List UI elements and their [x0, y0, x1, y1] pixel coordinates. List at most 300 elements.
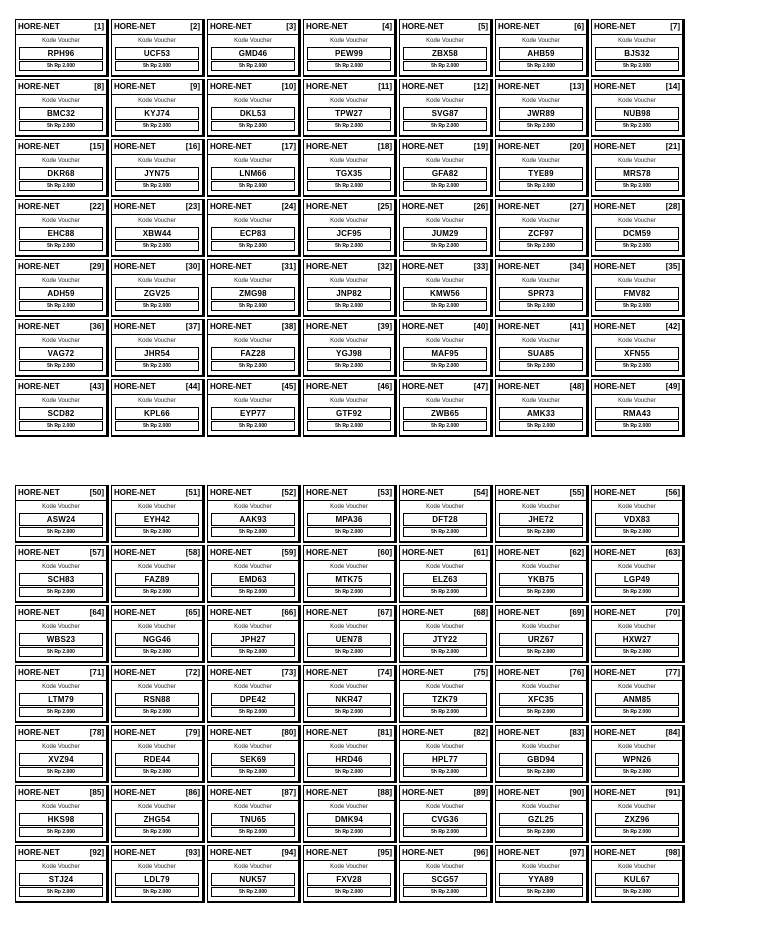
voucher-divider [112, 740, 202, 741]
voucher-price: 5h Rp 2.000 [211, 61, 295, 71]
voucher-number: [59] [281, 548, 296, 557]
voucher-brand: HORE-NET [18, 548, 60, 557]
voucher-code: MPA36 [307, 513, 391, 526]
voucher-code: WPN26 [595, 753, 679, 766]
voucher-header [114, 261, 200, 273]
voucher-brand: HORE-NET [114, 848, 156, 857]
voucher-card [591, 545, 685, 603]
voucher-header [594, 547, 680, 559]
voucher-header [594, 787, 680, 799]
voucher-header [402, 667, 488, 679]
voucher-brand: HORE-NET [498, 488, 540, 497]
voucher-number: [3] [286, 22, 296, 31]
voucher-price: 5h Rp 2.000 [211, 121, 295, 131]
voucher-divider [16, 860, 106, 861]
voucher-divider [16, 94, 106, 95]
voucher-card [591, 605, 685, 663]
voucher-divider [16, 334, 106, 335]
voucher-code: FAZ28 [211, 347, 295, 360]
voucher-divider [112, 394, 202, 395]
voucher-number: [13] [569, 82, 584, 91]
voucher-card [111, 19, 205, 77]
voucher-card [495, 199, 589, 257]
voucher-code-label: Kode Voucher [42, 158, 80, 164]
voucher-number: [57] [89, 548, 104, 557]
voucher-price: 5h Rp 2.000 [499, 587, 583, 597]
voucher-brand: HORE-NET [18, 82, 60, 91]
voucher-number: [56] [665, 488, 680, 497]
voucher-brand: HORE-NET [402, 142, 444, 151]
voucher-brand: HORE-NET [306, 382, 348, 391]
voucher-brand: HORE-NET [498, 322, 540, 331]
voucher-price: 5h Rp 2.000 [595, 707, 679, 717]
voucher-header [114, 547, 200, 559]
voucher-code: VDX83 [595, 513, 679, 526]
voucher-card [15, 319, 109, 377]
voucher-divider [304, 560, 394, 561]
voucher-brand: HORE-NET [402, 488, 444, 497]
voucher-price: 5h Rp 2.000 [211, 241, 295, 251]
voucher-code-label: Kode Voucher [522, 98, 560, 104]
voucher-card [399, 259, 493, 317]
voucher-card [111, 665, 205, 723]
voucher-number: [40] [473, 322, 488, 331]
voucher-price: 5h Rp 2.000 [19, 301, 103, 311]
voucher-number: [92] [89, 848, 104, 857]
voucher-number: [93] [185, 848, 200, 857]
voucher-number: [50] [89, 488, 104, 497]
voucher-number: [47] [473, 382, 488, 391]
voucher-code-label: Kode Voucher [42, 218, 80, 224]
voucher-card [207, 785, 301, 843]
voucher-header [210, 261, 296, 273]
voucher-card [495, 665, 589, 723]
voucher-brand: HORE-NET [306, 548, 348, 557]
voucher-price: 5h Rp 2.000 [403, 61, 487, 71]
voucher-header [210, 321, 296, 333]
voucher-header [18, 381, 104, 393]
voucher-divider [592, 560, 682, 561]
voucher-card [15, 485, 109, 543]
voucher-code-label: Kode Voucher [330, 98, 368, 104]
voucher-price: 5h Rp 2.000 [115, 61, 199, 71]
voucher-code: EMD63 [211, 573, 295, 586]
voucher-price: 5h Rp 2.000 [19, 181, 103, 191]
voucher-header [498, 141, 584, 153]
voucher-card [591, 19, 685, 77]
voucher-number: [96] [473, 848, 488, 857]
voucher-code: TNU65 [211, 813, 295, 826]
voucher-code: SVG87 [403, 107, 487, 120]
voucher-number: [17] [281, 142, 296, 151]
voucher-code: ANM85 [595, 693, 679, 706]
voucher-brand: HORE-NET [210, 668, 252, 677]
voucher-number: [91] [665, 788, 680, 797]
voucher-code: YYA89 [499, 873, 583, 886]
voucher-code-label: Kode Voucher [42, 684, 80, 690]
voucher-code-label: Kode Voucher [522, 744, 560, 750]
voucher-price: 5h Rp 2.000 [403, 301, 487, 311]
voucher-header [402, 547, 488, 559]
voucher-code: CVG36 [403, 813, 487, 826]
voucher-code-label: Kode Voucher [330, 218, 368, 224]
voucher-code: JUM29 [403, 227, 487, 240]
voucher-code-label: Kode Voucher [522, 338, 560, 344]
voucher-number: [51] [185, 488, 200, 497]
voucher-brand: HORE-NET [306, 608, 348, 617]
voucher-code-label: Kode Voucher [234, 278, 272, 284]
voucher-code: HKS98 [19, 813, 103, 826]
voucher-divider [112, 34, 202, 35]
voucher-price: 5h Rp 2.000 [211, 887, 295, 897]
voucher-number: [68] [473, 608, 488, 617]
voucher-brand: HORE-NET [498, 142, 540, 151]
voucher-header [594, 81, 680, 93]
voucher-header [114, 81, 200, 93]
voucher-code: KYJ74 [115, 107, 199, 120]
voucher-divider [208, 214, 298, 215]
voucher-divider [304, 620, 394, 621]
voucher-header [306, 787, 392, 799]
voucher-code: GMD46 [211, 47, 295, 60]
voucher-brand: HORE-NET [306, 488, 348, 497]
voucher-header [18, 727, 104, 739]
voucher-code-label: Kode Voucher [138, 278, 176, 284]
voucher-divider [16, 34, 106, 35]
voucher-card [303, 259, 397, 317]
voucher-price: 5h Rp 2.000 [403, 241, 487, 251]
voucher-brand: HORE-NET [18, 22, 60, 31]
voucher-code-label: Kode Voucher [42, 804, 80, 810]
voucher-card [591, 845, 685, 903]
voucher-divider [496, 274, 586, 275]
voucher-header [594, 261, 680, 273]
voucher-number: [86] [185, 788, 200, 797]
voucher-price: 5h Rp 2.000 [211, 587, 295, 597]
voucher-card [303, 379, 397, 437]
voucher-price: 5h Rp 2.000 [403, 707, 487, 717]
voucher-header [114, 787, 200, 799]
voucher-divider [400, 500, 490, 501]
voucher-price: 5h Rp 2.000 [499, 121, 583, 131]
voucher-number: [62] [569, 548, 584, 557]
voucher-number: [83] [569, 728, 584, 737]
voucher-brand: HORE-NET [306, 322, 348, 331]
voucher-card [207, 665, 301, 723]
voucher-header [114, 847, 200, 859]
voucher-code: FXV28 [307, 873, 391, 886]
voucher-header [18, 667, 104, 679]
voucher-header [498, 547, 584, 559]
voucher-card [399, 199, 493, 257]
voucher-card [303, 79, 397, 137]
voucher-header [210, 201, 296, 213]
voucher-price: 5h Rp 2.000 [595, 887, 679, 897]
voucher-code: GZL25 [499, 813, 583, 826]
voucher-card [303, 605, 397, 663]
voucher-divider [592, 334, 682, 335]
voucher-code: ZWB65 [403, 407, 487, 420]
voucher-code-label: Kode Voucher [618, 398, 656, 404]
voucher-card [591, 665, 685, 723]
voucher-divider [400, 94, 490, 95]
voucher-price: 5h Rp 2.000 [307, 361, 391, 371]
voucher-brand: HORE-NET [594, 142, 636, 151]
voucher-card [111, 605, 205, 663]
voucher-price: 5h Rp 2.000 [403, 767, 487, 777]
voucher-brand: HORE-NET [210, 848, 252, 857]
voucher-code: JNP82 [307, 287, 391, 300]
voucher-number: [28] [665, 202, 680, 211]
voucher-code: UEN78 [307, 633, 391, 646]
voucher-divider [112, 500, 202, 501]
voucher-divider [592, 800, 682, 801]
voucher-code-label: Kode Voucher [426, 158, 464, 164]
voucher-code: HXW27 [595, 633, 679, 646]
voucher-number: [78] [89, 728, 104, 737]
voucher-header [498, 261, 584, 273]
voucher-code: HRD46 [307, 753, 391, 766]
voucher-code: DPE42 [211, 693, 295, 706]
voucher-code-label: Kode Voucher [234, 864, 272, 870]
voucher-header [402, 21, 488, 33]
voucher-price: 5h Rp 2.000 [115, 707, 199, 717]
voucher-number: [1] [94, 22, 104, 31]
voucher-card [399, 845, 493, 903]
voucher-card [399, 545, 493, 603]
voucher-divider [112, 680, 202, 681]
voucher-price: 5h Rp 2.000 [19, 647, 103, 657]
voucher-code-label: Kode Voucher [426, 684, 464, 690]
voucher-card [591, 259, 685, 317]
voucher-code: RMA43 [595, 407, 679, 420]
voucher-brand: HORE-NET [402, 728, 444, 737]
voucher-code: GTF92 [307, 407, 391, 420]
voucher-code-label: Kode Voucher [330, 864, 368, 870]
voucher-code: KPL66 [115, 407, 199, 420]
voucher-price: 5h Rp 2.000 [499, 361, 583, 371]
voucher-brand: HORE-NET [114, 488, 156, 497]
voucher-code-label: Kode Voucher [234, 684, 272, 690]
voucher-header [306, 727, 392, 739]
voucher-number: [2] [190, 22, 200, 31]
voucher-code: ZBX58 [403, 47, 487, 60]
voucher-price: 5h Rp 2.000 [115, 527, 199, 537]
voucher-brand: HORE-NET [210, 488, 252, 497]
voucher-card [111, 845, 205, 903]
voucher-price: 5h Rp 2.000 [595, 767, 679, 777]
voucher-code-label: Kode Voucher [330, 624, 368, 630]
voucher-number: [32] [377, 262, 392, 271]
voucher-card [495, 259, 589, 317]
voucher-divider [112, 334, 202, 335]
voucher-divider [112, 560, 202, 561]
voucher-divider [304, 94, 394, 95]
voucher-brand: HORE-NET [18, 728, 60, 737]
voucher-card [111, 785, 205, 843]
voucher-divider [16, 740, 106, 741]
voucher-card [111, 725, 205, 783]
voucher-card [15, 665, 109, 723]
voucher-divider [400, 274, 490, 275]
voucher-number: [39] [377, 322, 392, 331]
voucher-brand: HORE-NET [594, 82, 636, 91]
voucher-header [18, 487, 104, 499]
voucher-divider [304, 334, 394, 335]
voucher-header [114, 321, 200, 333]
voucher-brand: HORE-NET [18, 608, 60, 617]
voucher-code: ZXZ96 [595, 813, 679, 826]
voucher-card [591, 139, 685, 197]
voucher-card [15, 845, 109, 903]
voucher-price: 5h Rp 2.000 [115, 241, 199, 251]
voucher-number: [79] [185, 728, 200, 737]
voucher-divider [304, 274, 394, 275]
voucher-brand: HORE-NET [498, 82, 540, 91]
voucher-price: 5h Rp 2.000 [307, 827, 391, 837]
voucher-code: GFA82 [403, 167, 487, 180]
voucher-card [15, 139, 109, 197]
voucher-header [402, 381, 488, 393]
voucher-brand: HORE-NET [498, 668, 540, 677]
voucher-number: [43] [89, 382, 104, 391]
voucher-code-label: Kode Voucher [42, 744, 80, 750]
voucher-header [114, 667, 200, 679]
voucher-price: 5h Rp 2.000 [211, 421, 295, 431]
voucher-card [303, 485, 397, 543]
voucher-card [111, 485, 205, 543]
voucher-header [210, 787, 296, 799]
voucher-brand: HORE-NET [18, 488, 60, 497]
voucher-code-label: Kode Voucher [522, 398, 560, 404]
voucher-card [111, 259, 205, 317]
voucher-divider [400, 620, 490, 621]
voucher-number: [89] [473, 788, 488, 797]
voucher-code: ELZ63 [403, 573, 487, 586]
voucher-brand: HORE-NET [594, 322, 636, 331]
voucher-divider [112, 800, 202, 801]
voucher-divider [16, 154, 106, 155]
voucher-divider [208, 94, 298, 95]
voucher-code-label: Kode Voucher [426, 38, 464, 44]
voucher-card [15, 19, 109, 77]
voucher-code: URZ67 [499, 633, 583, 646]
voucher-number: [54] [473, 488, 488, 497]
voucher-header [498, 381, 584, 393]
voucher-number: [15] [89, 142, 104, 151]
voucher-price: 5h Rp 2.000 [115, 181, 199, 191]
voucher-brand: HORE-NET [402, 608, 444, 617]
voucher-code: LDL79 [115, 873, 199, 886]
voucher-code: XBW44 [115, 227, 199, 240]
voucher-number: [46] [377, 382, 392, 391]
voucher-brand: HORE-NET [498, 548, 540, 557]
voucher-header [306, 607, 392, 619]
voucher-card [303, 319, 397, 377]
voucher-divider [208, 394, 298, 395]
voucher-number: [33] [473, 262, 488, 271]
voucher-code-label: Kode Voucher [426, 398, 464, 404]
voucher-code: STJ24 [19, 873, 103, 886]
voucher-price: 5h Rp 2.000 [499, 61, 583, 71]
voucher-code-label: Kode Voucher [234, 98, 272, 104]
voucher-price: 5h Rp 2.000 [211, 827, 295, 837]
voucher-card [303, 139, 397, 197]
voucher-code: NUK57 [211, 873, 295, 886]
voucher-code-label: Kode Voucher [234, 218, 272, 224]
voucher-brand: HORE-NET [498, 382, 540, 391]
voucher-code: KMW56 [403, 287, 487, 300]
voucher-price: 5h Rp 2.000 [115, 767, 199, 777]
voucher-header [210, 81, 296, 93]
voucher-card [207, 139, 301, 197]
voucher-price: 5h Rp 2.000 [19, 527, 103, 537]
voucher-number: [44] [185, 382, 200, 391]
voucher-code-label: Kode Voucher [138, 744, 176, 750]
voucher-divider [592, 680, 682, 681]
voucher-code: XVZ94 [19, 753, 103, 766]
voucher-code-label: Kode Voucher [522, 804, 560, 810]
voucher-header [594, 21, 680, 33]
voucher-number: [27] [569, 202, 584, 211]
voucher-price: 5h Rp 2.000 [499, 421, 583, 431]
voucher-brand: HORE-NET [594, 788, 636, 797]
voucher-code-label: Kode Voucher [618, 158, 656, 164]
voucher-number: [80] [281, 728, 296, 737]
voucher-code-label: Kode Voucher [522, 38, 560, 44]
voucher-card [495, 79, 589, 137]
voucher-code-label: Kode Voucher [618, 38, 656, 44]
voucher-header [306, 847, 392, 859]
voucher-code: SEK69 [211, 753, 295, 766]
voucher-brand: HORE-NET [306, 142, 348, 151]
voucher-brand: HORE-NET [114, 262, 156, 271]
voucher-header [402, 787, 488, 799]
voucher-number: [14] [665, 82, 680, 91]
voucher-brand: HORE-NET [210, 142, 252, 151]
voucher-header [306, 321, 392, 333]
voucher-brand: HORE-NET [306, 728, 348, 737]
voucher-code: ZMG98 [211, 287, 295, 300]
voucher-number: [24] [281, 202, 296, 211]
voucher-card [15, 785, 109, 843]
voucher-code: SCD82 [19, 407, 103, 420]
voucher-brand: HORE-NET [114, 22, 156, 31]
voucher-price: 5h Rp 2.000 [595, 421, 679, 431]
voucher-sheet-2 [15, 485, 687, 905]
voucher-price: 5h Rp 2.000 [403, 887, 487, 897]
voucher-header [306, 547, 392, 559]
voucher-card [399, 605, 493, 663]
voucher-code-label: Kode Voucher [234, 804, 272, 810]
voucher-header [18, 141, 104, 153]
voucher-divider [304, 394, 394, 395]
voucher-price: 5h Rp 2.000 [499, 647, 583, 657]
voucher-card [303, 665, 397, 723]
voucher-code: SPR73 [499, 287, 583, 300]
voucher-number: [5] [478, 22, 488, 31]
voucher-divider [496, 560, 586, 561]
voucher-brand: HORE-NET [594, 262, 636, 271]
voucher-price: 5h Rp 2.000 [595, 121, 679, 131]
voucher-price: 5h Rp 2.000 [403, 827, 487, 837]
voucher-price: 5h Rp 2.000 [307, 707, 391, 717]
voucher-price: 5h Rp 2.000 [595, 827, 679, 837]
voucher-card [399, 79, 493, 137]
voucher-code: ZCF97 [499, 227, 583, 240]
voucher-number: [52] [281, 488, 296, 497]
voucher-code: LTM79 [19, 693, 103, 706]
